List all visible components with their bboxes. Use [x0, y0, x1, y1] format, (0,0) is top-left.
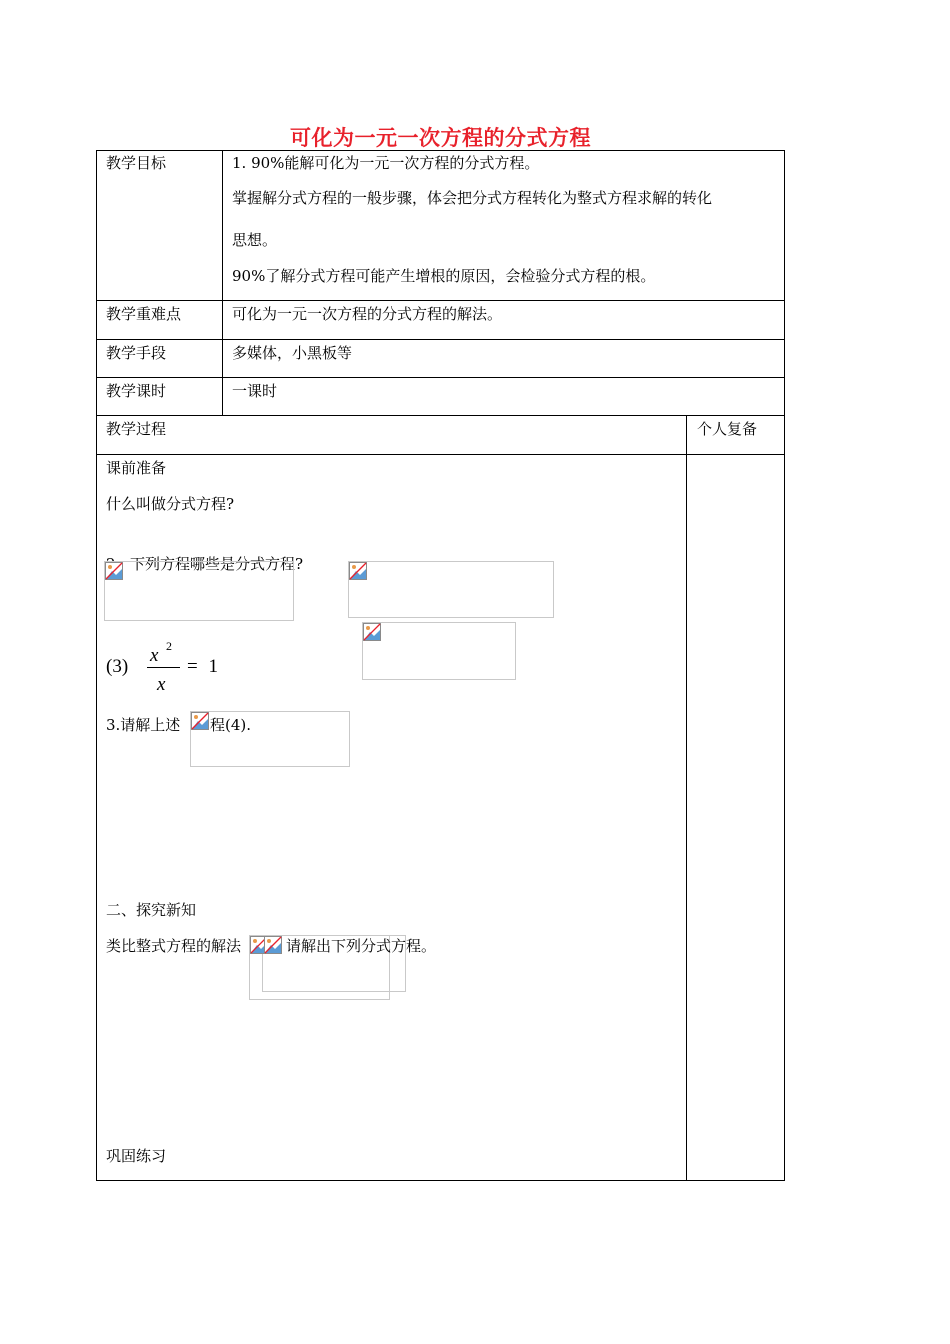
broken-image-icon	[349, 562, 367, 580]
section-2-title: 二、探究新知	[106, 901, 197, 919]
side-notes-header: 个人复备	[697, 420, 758, 438]
question-3-start: 3.请解上述	[106, 716, 181, 734]
means-value: 多媒体，小黑板等	[232, 344, 353, 362]
equation-3-label: (3)	[106, 656, 129, 677]
analogy-end: 请解出下列分式方程。	[286, 937, 437, 955]
broken-image-icon	[264, 936, 282, 954]
equation-3-rhs: = 1	[187, 656, 218, 677]
equation-3-numerator: x	[150, 645, 159, 666]
broken-image-icon	[191, 712, 209, 730]
goal-line-2: 掌握解分式方程的一般步骤，体会把分式方程转化为整式方程求解的转化	[232, 189, 713, 207]
column-divider	[222, 150, 223, 415]
image-placeholder	[104, 561, 294, 621]
page-title: 可化为一元一次方程的分式方程	[290, 126, 591, 150]
goal-line-3: 思想。	[232, 231, 278, 249]
question-1: 什么叫做分式方程?	[106, 495, 235, 513]
row-divider	[96, 339, 785, 340]
column-divider	[686, 415, 687, 1181]
goal-line-4: 90%了解分式方程可能产生增根的原因，会检验分式方程的根。	[232, 267, 656, 285]
hours-label: 教学课时	[106, 382, 167, 400]
row-divider	[96, 454, 785, 455]
prep-title: 课前准备	[106, 459, 167, 477]
row-divider	[96, 377, 785, 378]
fraction-bar	[147, 667, 180, 668]
image-placeholder	[362, 622, 516, 680]
question-2: 下列方程哪些是分式方程?	[130, 555, 304, 573]
hours-value: 一课时	[232, 382, 278, 400]
process-header: 教学过程	[106, 420, 167, 438]
broken-image-icon	[363, 623, 381, 641]
keypoint-label: 教学重难点	[106, 305, 182, 323]
goal-label: 教学目标	[106, 154, 167, 172]
equation-3-exponent: 2	[166, 639, 172, 653]
row-divider	[96, 415, 785, 416]
analogy-start: 类比整式方程的解法	[106, 937, 242, 955]
image-placeholder	[348, 561, 554, 618]
question-3-end: 程(4).	[210, 716, 252, 734]
row-divider	[96, 300, 785, 301]
keypoint-value: 可化为一元一次方程的分式方程的解法。	[232, 305, 503, 323]
practice-title: 巩固练习	[106, 1147, 167, 1165]
goal-line-1: 1. 90%能解可化为一元一次方程的分式方程。	[232, 154, 540, 172]
means-label: 教学手段	[106, 344, 167, 362]
broken-image-icon	[105, 562, 123, 580]
equation-3-denominator: x	[157, 674, 166, 695]
